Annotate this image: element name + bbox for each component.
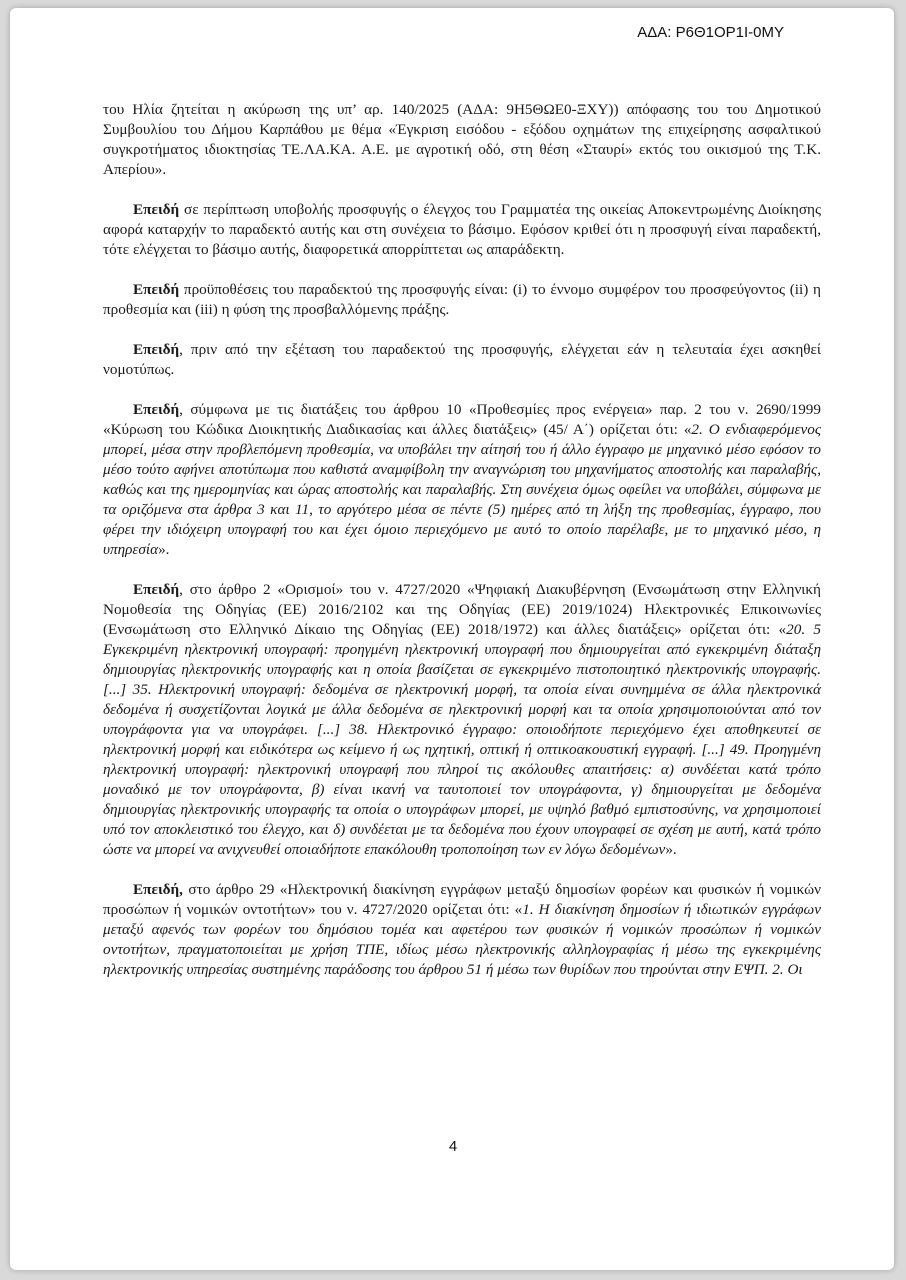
paragraph-text: , πριν από την εξέταση του παραδεκτού της προσφυγής, ελέγχεται εάν η τελευταία έχει ασκηθεί νομοτύπως.	[103, 341, 821, 378]
paragraph-quote: 20. 5 Εγκεκριμένη ηλεκτρονική υπογραφή: προηγμένη ηλεκτρονική υπογραφή που δημιουργείται από εγκεκριμένη διάταξη δημιουργίας ηλεκτρονικής υπογραφής και η οποία βασίζεται σε εγκεκριμένο πιστοποιητικό ηλεκτρονικής υπογραφής. [...] 35. Ηλεκτρονική υπογραφή: δεδομένα σε ηλεκτρονική μορφή, τα οποία είναι συνημμένα σε άλλα ηλεκτρονικά δεδομένα ή συσχετίζονται λογικά με άλλα δεδομένα σε ηλεκτρονική μορφή και τα οποία χρησιμοποιούνται από τον υπογράφοντα για να υπογράφει. [...] 38. Ηλεκτρονικό έγγραφο: οποιοδήποτε περιεχόμενο έχει αποθηκευτεί σε ηλεκτρονική μορφή και ειδικότερα ως κείμενο ή ως ηχητική, οπτική ή οπτικοακουστική εγγραφή. [...] 49. Προηγμένη ηλεκτρονική υπογραφή: ηλεκτρονική υπογραφή που πληροί τις ακόλουθες απαιτήσεις: α) συνδέεται κατά τρόπο μοναδικό με τον υπογράφοντα, β) είναι ικανή να ταυτοποιεί τον υπογράφοντα, γ) δημιουργείται με δεδομένα δημιουργίας ηλεκτρονικής υπογραφής τα οποία ο υπογράφων μπορεί, με υψηλό βαθμό εμπιστοσύνης, να χρησιμοποιεί υπό τον αποκλειστικό του έλεγχο, και δ) συνδέεται με τα δεδομένα που έχουν υπογραφεί σε σχέση με αυτή, κατά τρόπο ώστε να μπορεί να ανιχνευθεί οποιαδήποτε επακόλουθη τροποποίηση των εν λόγω δεδομένων	[103, 621, 822, 858]
paragraph-article-29	[103, 880, 821, 980]
paragraph-article-2	[103, 580, 821, 860]
paragraph-text: στο άρθρο 29 «Ηλεκτρονική διακίνηση εγγράφων μεταξύ δημοσίων φορέων και φυσικών ή νομικών προσώπων ή νομικών οντοτήτων» του ν. 4727/2020 ορίζεται ότι: «	[103, 881, 821, 918]
paragraph-text: του Ηλία ζητείται η ακύρωση της υπ’ αρ. 140/2025 (ΑΔΑ: 9Η5ΘΩΕ0-ΞΧΥ)) απόφασης του του Δημοτικού Συμβουλίου του Δήμου Καρπάθου με θέμα «Έγκριση εισόδου - εξόδου οχημάτων της επιχείρησης ασφαλτικού συγκροτήματος ιδιοκτησίας ΤΕ.ΛΑ.ΚΑ. Α.Ε. με αγροτική οδό, στη θέση «Σταυρί» εκτός του οικισμού της Τ.Κ. Απερίου».	[103, 101, 821, 178]
paragraph-lead: Επειδή,	[133, 881, 183, 898]
paragraph-text: προϋποθέσεις του παραδεκτού της προσφυγής είναι: (i) το έννομο συμφέρον του προσφεύγοντος (ii) η προθεσμία και (iii) η φύση της προσβαλλόμενης πράξης.	[103, 281, 821, 318]
paragraph-review-scope	[103, 200, 821, 260]
paragraph-continuation	[103, 100, 821, 180]
paragraph-lawful-filing	[103, 340, 821, 380]
paragraph-quote: 1. Η διακίνηση δημοσίων ή ιδιωτικών εγγράφων μεταξύ αφενός των φορέων του δημόσιου τομέα και αφετέρου των φυσικών ή νομικών προσώπων ή νομικών οντοτήτων, πραγματοποιείται με χρήση ΤΠΕ, ιδίως μέσω ηλεκτρονικής αλληλογραφίας ή μέσω της εγκεκριμένης ηλεκτρονικής υπηρεσίας συστημένης παράδοσης του άρθρου 51 ή μέσω των θυρίδων που τηρούνται στην ΕΨΠ. 2. Οι	[103, 901, 821, 978]
paragraph-lead: Επειδή	[133, 341, 180, 358]
paragraph-lead: Επειδή	[133, 401, 180, 418]
page-number: 4	[448, 1138, 458, 1155]
paragraph-admissibility-conditions	[103, 280, 821, 320]
paragraph-lead: Επειδή	[133, 201, 180, 218]
paragraph-lead: Επειδή	[133, 581, 180, 598]
paragraph-text: , σύμφωνα με τις διατάξεις του άρθρου 10 «Προθεσμίες προς ενέργεια» παρ. 2 του ν. 2690/1999 «Κύρωση του Κώδικα Διοικητικής Διαδικασίας και άλλες διατάξεις» (45/ Α΄) ορίζεται ότι: «	[103, 401, 821, 438]
ada-code: ΑΔΑ: Ρ6Θ1ΟΡ1Ι-0ΜΥ	[637, 24, 784, 41]
paragraph-text: , στο άρθρο 2 «Ορισμοί» του ν. 4727/2020 «Ψηφιακή Διακυβέρνηση (Ενσωμάτωση στην Ελληνική Νομοθεσία της Οδηγίας (ΕΕ) 2016/2102 και της Οδηγίας (ΕΕ) 2019/1024) Ηλεκτρονικές Επικοινωνίες (Ενσωμάτωση στο Ελληνικό Δίκαιο της Οδηγίας (ΕΕ) 2018/1972) και άλλες διατάξεις» ορίζεται ότι: «	[103, 581, 821, 638]
paragraph-quote: 2. Ο ενδιαφερόμενος μπορεί, μέσα στην προβλεπόμενη προθεσμία, να υποβάλει την αίτησή του ή άλλο έγγραφο με μηχανικό μέσο εφόσον το μέσο τούτο αφήνει αποτύπωμα που καθιστά αναμφίβολη την αναγνώριση του μηχανήματος αποστολής και παραλαβής, καθώς και της ημερομηνίας και ώρας αποστολής και παραλαβής. Στη συνέχεια όμως οφείλει να υποβάλει, σύμφωνα με τα οριζόμενα στα άρθρα 3 και 11, το αργότερο μέσα σε πέντε (5) ημέρες από τη λήξη της προθεσμίας, έγγραφο, που φέρει την ιδιόχειρη υπογραφή του και έχει όμοιο περιεχόμενο με αυτό το οποίο παρέλαβε, με το μηχανικό μέσο, η υπηρεσία	[103, 421, 821, 558]
paragraph-tail: ».	[665, 841, 677, 858]
document-page	[10, 8, 894, 1270]
paragraph-article-10	[103, 400, 821, 560]
paragraph-lead: Επειδή	[133, 281, 180, 298]
paragraph-text: σε περίπτωση υποβολής προσφυγής ο έλεγχος του Γραμματέα της οικείας Αποκεντρωμένης Διοίκησης αφορά καταρχήν το παραδεκτό αυτής και στη συνέχεια το βάσιμο. Εφόσον κριθεί ότι η προσφυγή είναι παραδεκτή, τότε ελέγχεται το βάσιμο αυτής, διαφορετικά απορρίπτεται ως απαράδεκτη.	[103, 201, 821, 258]
document-body	[103, 100, 821, 980]
paragraph-tail: ».	[158, 541, 170, 558]
